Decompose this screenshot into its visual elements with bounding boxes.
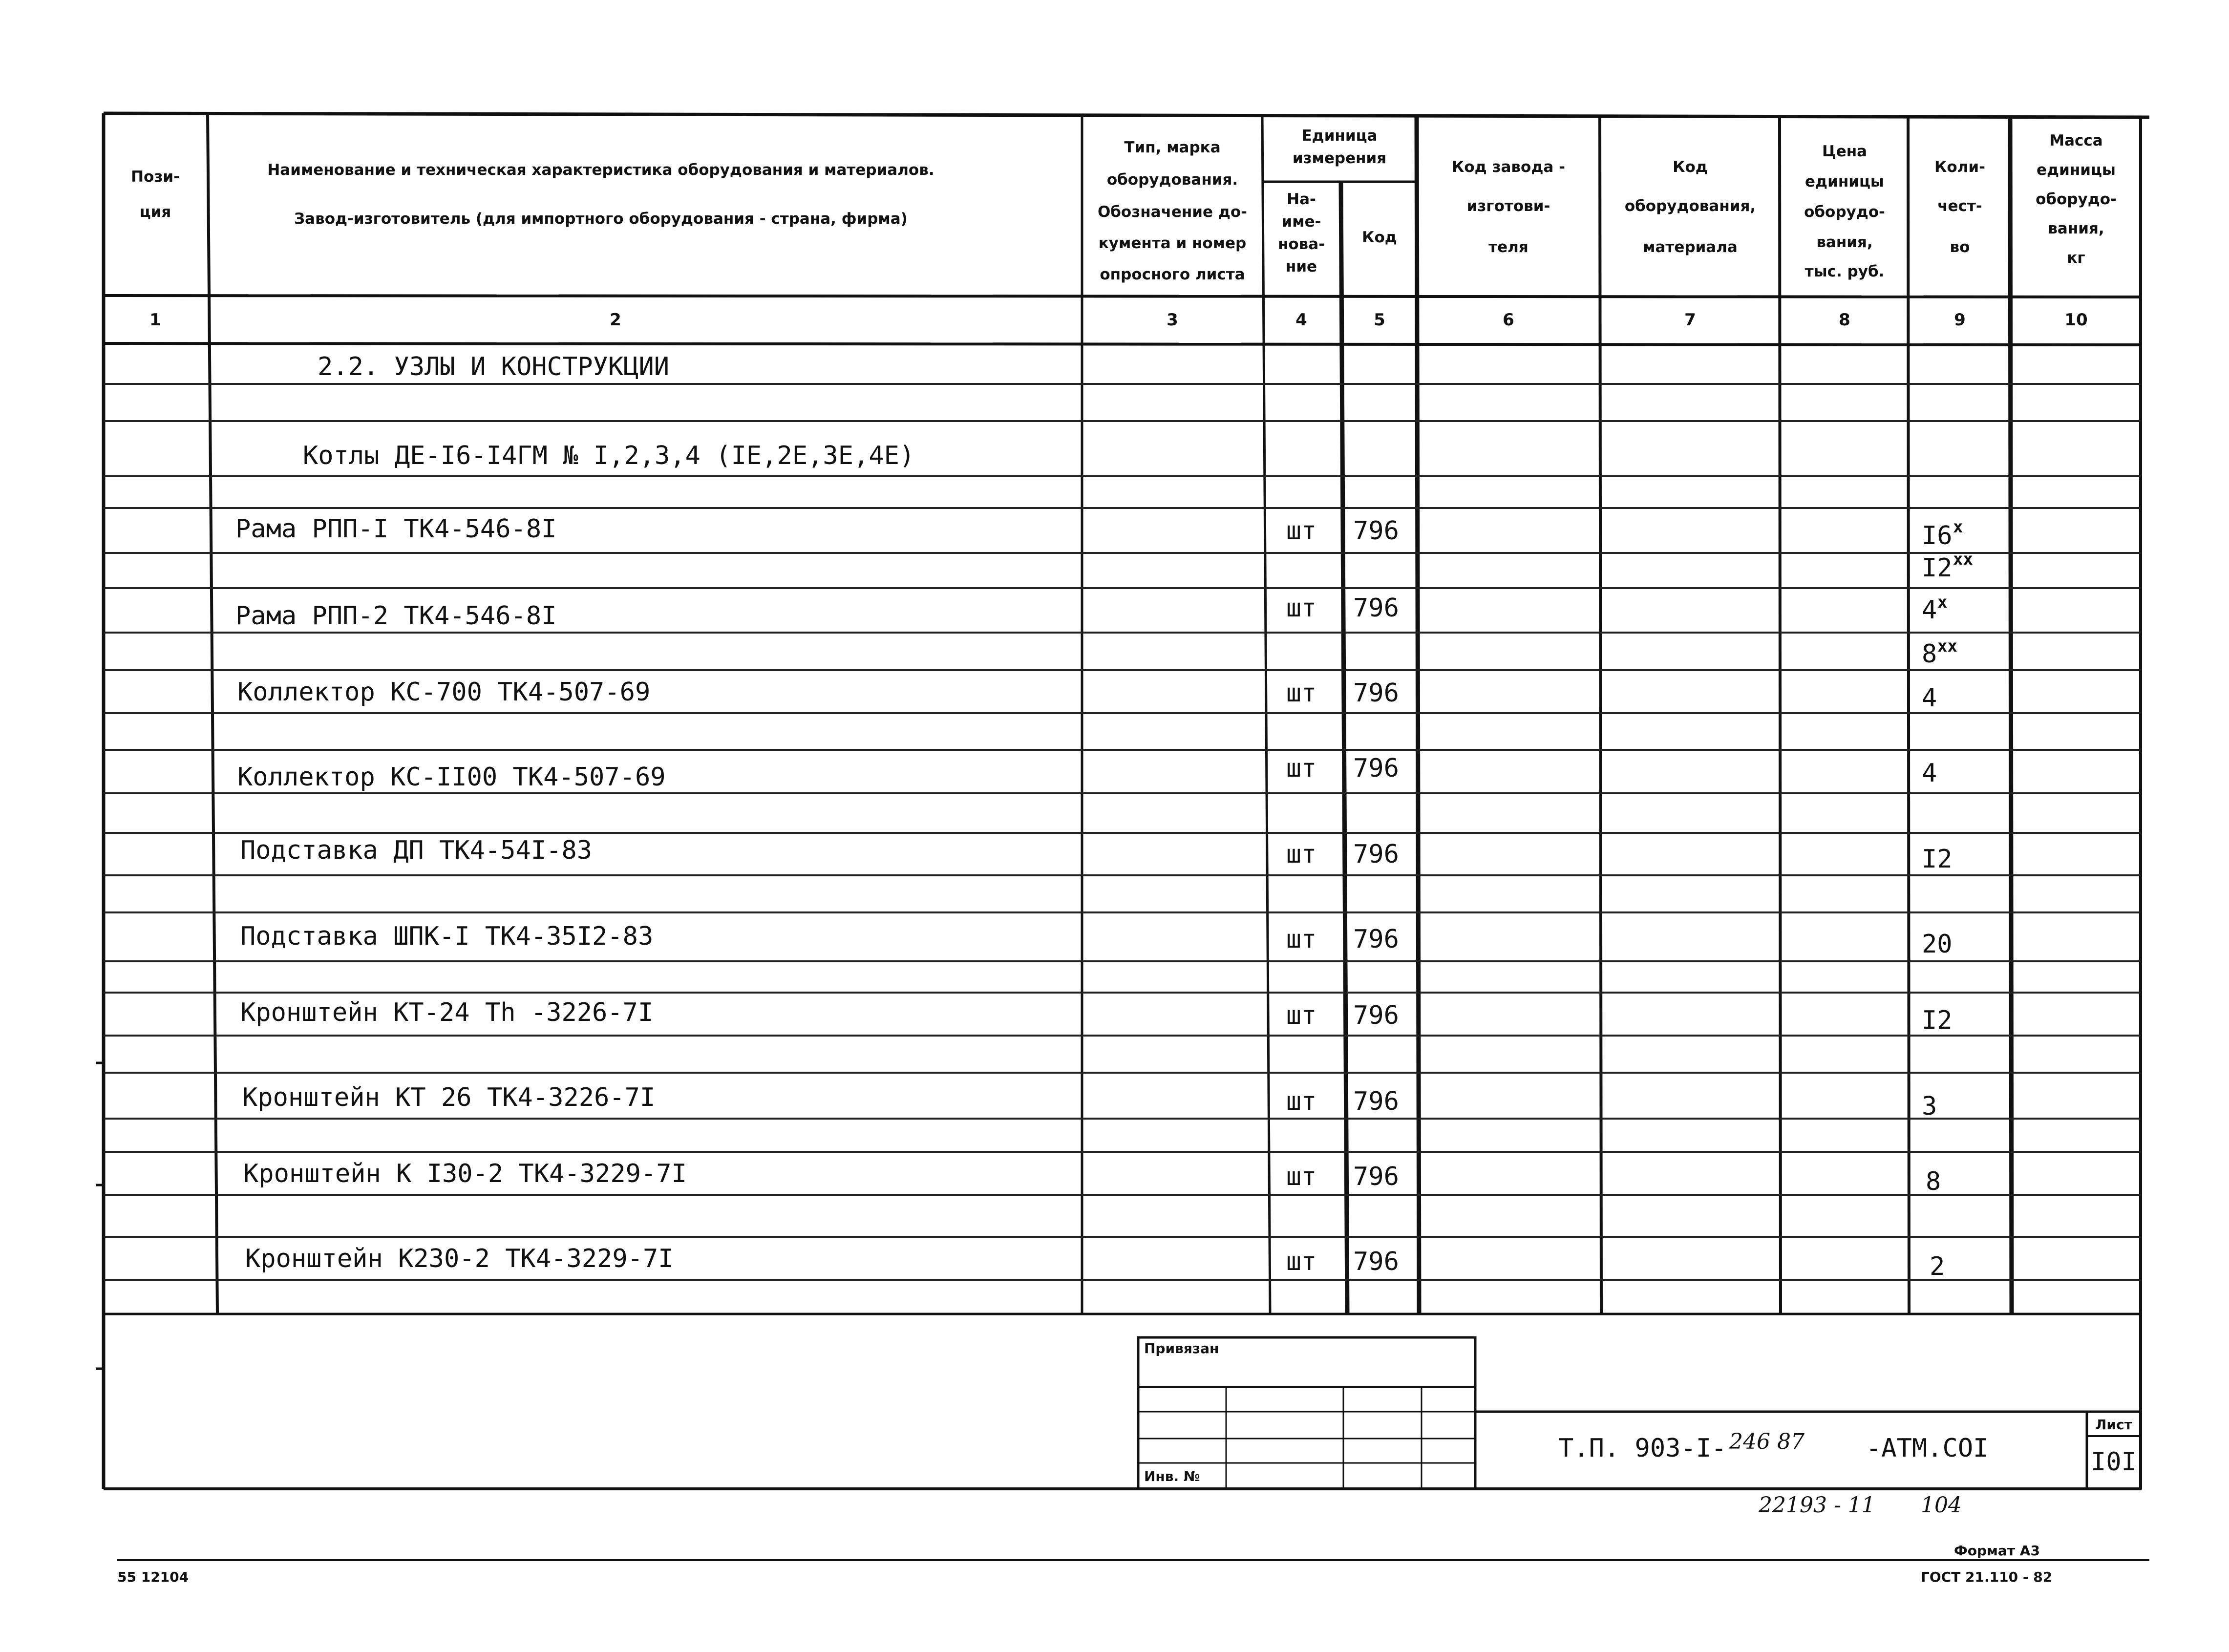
row-unit: шт (1286, 1162, 1317, 1191)
table-row (318, 352, 669, 381)
row-code: 796 (1353, 1247, 1399, 1276)
header-col8-line4: вания, (1816, 233, 1873, 251)
designation-prefix: Т.П. 903-I- (1558, 1434, 1727, 1463)
row-name: Кронштейн КТ-24 Тh -3226-7I (240, 998, 654, 1027)
header-col2-line2: Завод-изготовитель (для импортного оборудования - страна, фирма) (294, 210, 908, 228)
column-number-8: 8 (1839, 310, 1850, 330)
header-col7-line3: материала (1643, 238, 1738, 256)
header-col6-line2: изготови- (1466, 197, 1550, 215)
row-unit: шт (1286, 593, 1317, 623)
header-col4-line2: име- (1281, 213, 1321, 231)
table-row (235, 514, 1963, 551)
footer-gost: ГОСТ 21.110 - 82 (1921, 1569, 2053, 1585)
table-row (235, 593, 1947, 631)
row-name: Подставка ДП ТК4-54I-83 (240, 836, 593, 865)
row-qty: 4 (1922, 683, 1937, 713)
table-row (240, 998, 1953, 1035)
column-number-6: 6 (1503, 310, 1514, 330)
header-unit-line2: измерения (1292, 149, 1387, 167)
row-code: 796 (1353, 754, 1399, 783)
row-unit: шт (1286, 925, 1317, 954)
table-body (235, 352, 1973, 1281)
column-number-4: 4 (1295, 310, 1307, 330)
handwritten-sheet: 104 (1921, 1493, 1962, 1518)
row-name: Кронштейн К I30-2 ТК4-3229-7I (243, 1159, 687, 1188)
header-col3-line3: Обозначение до- (1097, 203, 1248, 221)
row-code: 796 (1353, 516, 1399, 546)
privyazan-label: Привязан (1144, 1340, 1219, 1356)
header-col10-line4: вания, (2048, 220, 2104, 237)
designation-handwritten: 246 87 (1729, 1429, 1804, 1454)
row-qty: 4 (1922, 595, 1937, 625)
header-col1-line2: ция (139, 203, 171, 221)
header-col4-line3: нова- (1277, 235, 1325, 253)
row-code: 796 (1353, 593, 1399, 623)
header-col2-line1: Наименование и техническая характеристика оборудования и материалов. (267, 161, 934, 179)
table-row (240, 836, 1953, 874)
row-qty: 8 (1922, 639, 1937, 669)
column-number-row (149, 310, 2088, 330)
row-qty: 20 (1922, 930, 1953, 959)
row-qty: I2 (1922, 845, 1953, 874)
row-unit: шт (1286, 678, 1317, 708)
header-col8-line2: единицы (1805, 173, 1884, 191)
table-row (1922, 636, 1957, 669)
column-number-5: 5 (1374, 310, 1385, 330)
table-row (240, 922, 1953, 959)
row-qty: 4 (1922, 759, 1937, 788)
header-col9-line3: во (1950, 238, 1970, 256)
row-unit: шт (1286, 516, 1317, 546)
header-col3-line4: кумента и номер (1098, 234, 1247, 252)
footer-left-code: 55 12104 (117, 1569, 189, 1585)
row-unit: шт (1286, 754, 1317, 783)
row-name: Кронштейн КТ 26 ТК4-3226-7I (242, 1083, 656, 1112)
title-block (1138, 1337, 2141, 1489)
header-col3-line5: опросного листа (1100, 266, 1245, 283)
row-code: 796 (1353, 678, 1399, 708)
column-number-1: 1 (149, 310, 161, 330)
row-name: Котлы ДЕ-I6-I4ГМ № I,2,3,4 (IE,2E,3E,4E) (303, 441, 915, 470)
header-col10-line1: Масса (2049, 132, 2103, 149)
table-row (237, 678, 1937, 713)
sheet-number: I0I (2091, 1447, 2137, 1477)
row-name: Подставка ШПК-I ТК4-35I2-83 (240, 922, 654, 951)
header-col4-line4: ние (1285, 258, 1317, 275)
header-col7-line2: оборудования, (1624, 197, 1756, 215)
row-unit: шт (1286, 1001, 1317, 1030)
row-code: 796 (1353, 1162, 1399, 1191)
row-qty: I2 (1922, 1006, 1953, 1035)
row-qty: 8 (1926, 1167, 1941, 1196)
row-code: 796 (1353, 1087, 1399, 1116)
header-col6-line3: теля (1488, 238, 1528, 256)
header-col5: Код (1362, 229, 1397, 246)
header-col3-line2: оборудования. (1106, 171, 1238, 189)
row-qty: I6 (1922, 521, 1953, 551)
sheet-label: Лист (2095, 1417, 2132, 1433)
header-col10-line5: кг (2067, 249, 2085, 267)
row-name: Кронштейн К230-2 ТК4-3229-7I (245, 1244, 674, 1273)
row-qty: I2 (1922, 553, 1953, 583)
row-qty-sup: x (1937, 593, 1948, 612)
header-col8-line1: Цена (1822, 143, 1868, 160)
column-number-9: 9 (1954, 310, 1966, 330)
column-number-10: 10 (2064, 310, 2088, 330)
row-qty-sup: xx (1953, 550, 1973, 569)
header-col10-line2: единицы (2037, 161, 2116, 179)
header-col10-line3: оборудо- (2036, 191, 2117, 208)
header-col9-line2: чест- (1937, 197, 1982, 215)
row-qty: 2 (1930, 1252, 1945, 1281)
header-col8-line5: тыс. руб. (1804, 263, 1885, 280)
row-code: 796 (1353, 925, 1399, 954)
table-row (237, 754, 1937, 792)
header-col8-line3: оборудо- (1804, 203, 1885, 221)
table-header (131, 127, 2117, 283)
row-unit: шт (1286, 840, 1317, 869)
inventory-number-label: Инв. № (1144, 1468, 1200, 1484)
header-col6-line1: Код завода - (1452, 158, 1565, 176)
header-col9-line1: Коли- (1934, 158, 1985, 176)
designation-suffix: -АТМ.СОI (1866, 1434, 1989, 1463)
header-col3-line1: Тип, марка (1124, 139, 1221, 156)
header-col4-line1: На- (1287, 191, 1316, 208)
row-name: Коллектор КС-II00 ТК4-507-69 (237, 762, 666, 792)
header-col7-line1: Код (1673, 158, 1708, 176)
table-row (303, 441, 914, 470)
column-number-3: 3 (1167, 310, 1178, 330)
column-number-2: 2 (610, 310, 621, 330)
table-row (1922, 550, 1973, 583)
row-code: 796 (1353, 840, 1399, 869)
row-name: Коллектор КС-700 ТК4-507-69 (237, 678, 651, 707)
column-number-7: 7 (1684, 310, 1696, 330)
row-unit: шт (1286, 1247, 1317, 1276)
row-qty-sup: x (1953, 517, 1963, 537)
row-qty-sup: xx (1937, 636, 1957, 656)
footer-format: Формат А3 (1954, 1543, 2040, 1559)
table-row (245, 1244, 1945, 1281)
row-name: Рама РПП-I ТК4-546-8I (235, 514, 557, 544)
header-unit-line1: Единица (1301, 127, 1378, 145)
row-qty: 3 (1922, 1092, 1937, 1121)
table-row (242, 1083, 1937, 1121)
row-unit: шт (1286, 1087, 1317, 1116)
row-name: 2.2. УЗЛЫ И КОНСТРУКЦИИ (318, 352, 670, 381)
table-row (243, 1159, 1941, 1196)
row-name: Рама РПП-2 ТК4-546-8I (235, 601, 557, 631)
header-col1-line1: Пози- (131, 168, 180, 186)
handwritten-number: 22193 - 11 (1759, 1493, 1875, 1518)
row-code: 796 (1353, 1001, 1399, 1030)
